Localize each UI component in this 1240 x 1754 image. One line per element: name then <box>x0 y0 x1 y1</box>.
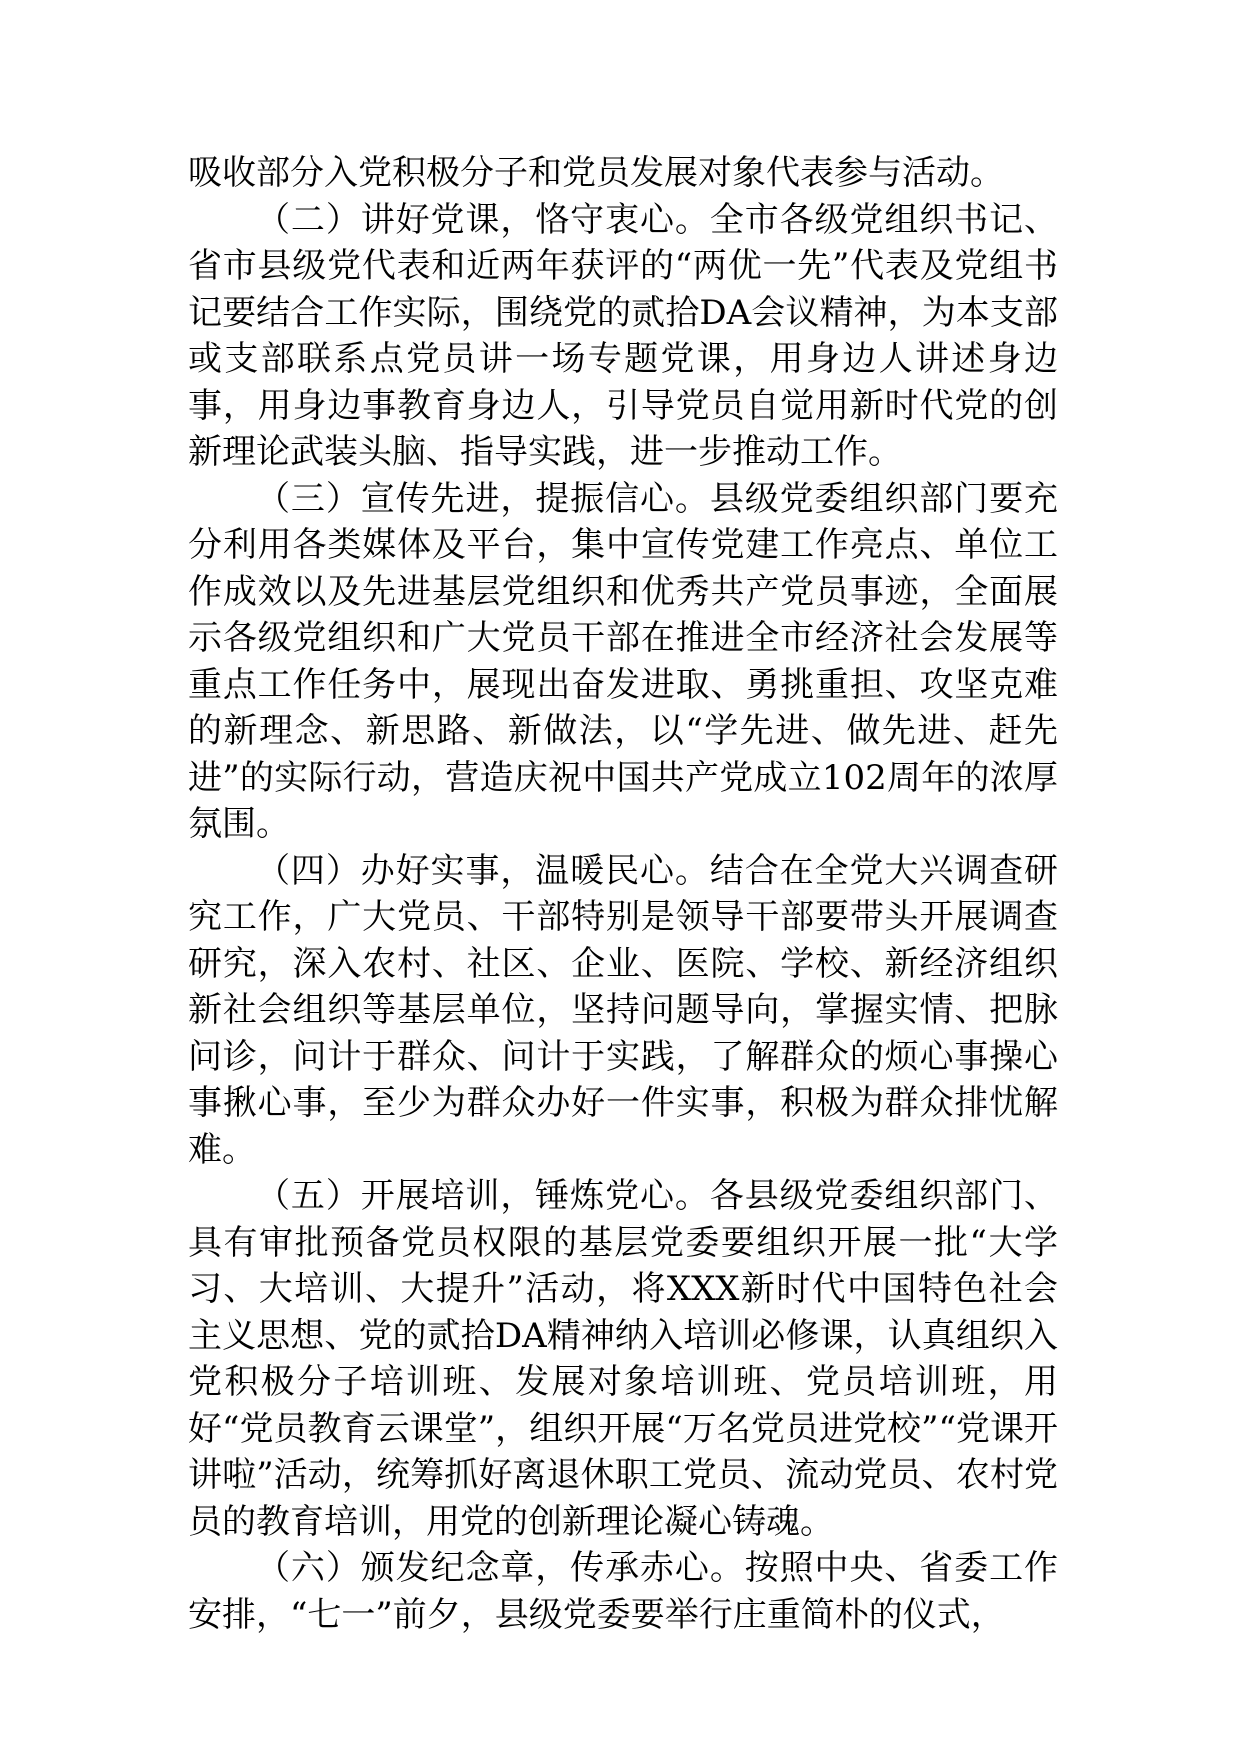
paragraph-continuation: 吸收部分入党积极分子和党员发展对象代表参与活动。 <box>188 153 1004 193</box>
paragraph-practical-deeds: （四）办好实事，温暖民心。结合在全党大兴调查研究工作，广大党员、干部特别是领导干部要带头开展调查研究，深入农村、社区、企业、医院、学校、新经济组织新社会组织等基层单位，坚持问题导向，掌握实情、把脉问诊，问计于群众、问计于实践，了解群众的烦心事操心事揪心事，至少为群众办好一件实事，积极为群众排忧解难。 <box>188 850 1058 1170</box>
paragraph-party-lecture: （二）讲好党课，恪守衷心。全市各级党组织书记、省市县级党代表和近两年获评的“两优一先”代表及党组书记要结合工作实际，围绕党的贰拾DA会议精神，为本支部或支部联系点党员讲一场专题党课，用身边人讲述身边事，用身边事教育身边人，引导党员自觉用新时代党的创新理论武装头脑、指导实践，进一步推动工作。 <box>188 199 1058 472</box>
document-body <box>188 150 1058 1638</box>
paragraph-commemorative-medal: （六）颁发纪念章，传承赤心。按照中央、省委工作安排，“七一”前夕，县级党委要举行庄重简朴的仪式， <box>188 1548 1058 1635</box>
paragraph-promote-advanced: （三）宣传先进，提振信心。县级党委组织部门要充分利用各类媒体及平台，集中宣传党建工作亮点、单位工作成效以及先进基层党组织和优秀共产党员事迹，全面展示各级党组织和广大党员干部在推进全市经济社会发展等重点工作任务中，展现出奋发进取、勇挑重担、攻坚克难的新理念、新思路、新做法，以“学先进、做先进、赶先进”的实际行动，营造庆祝中国共产党成立102周年的浓厚氛围。 <box>188 478 1058 844</box>
paragraph-training: （五）开展培训，锤炼党心。各县级党委组织部门、具有审批预备党员权限的基层党委要组织开展一批“大学习、大培训、大提升”活动，将XXX新时代中国特色社会主义思想、党的贰拾DA精神纳入培训必修课，认真组织入党积极分子培训班、发展对象培训班、党员培训班，用好“党员教育云课堂”，组织开展“万名党员进党校”“党课开讲啦”活动，统筹抓好离退休职工党员、流动党员、农村党员的教育培训，用党的创新理论凝心铸魂。 <box>188 1176 1058 1542</box>
